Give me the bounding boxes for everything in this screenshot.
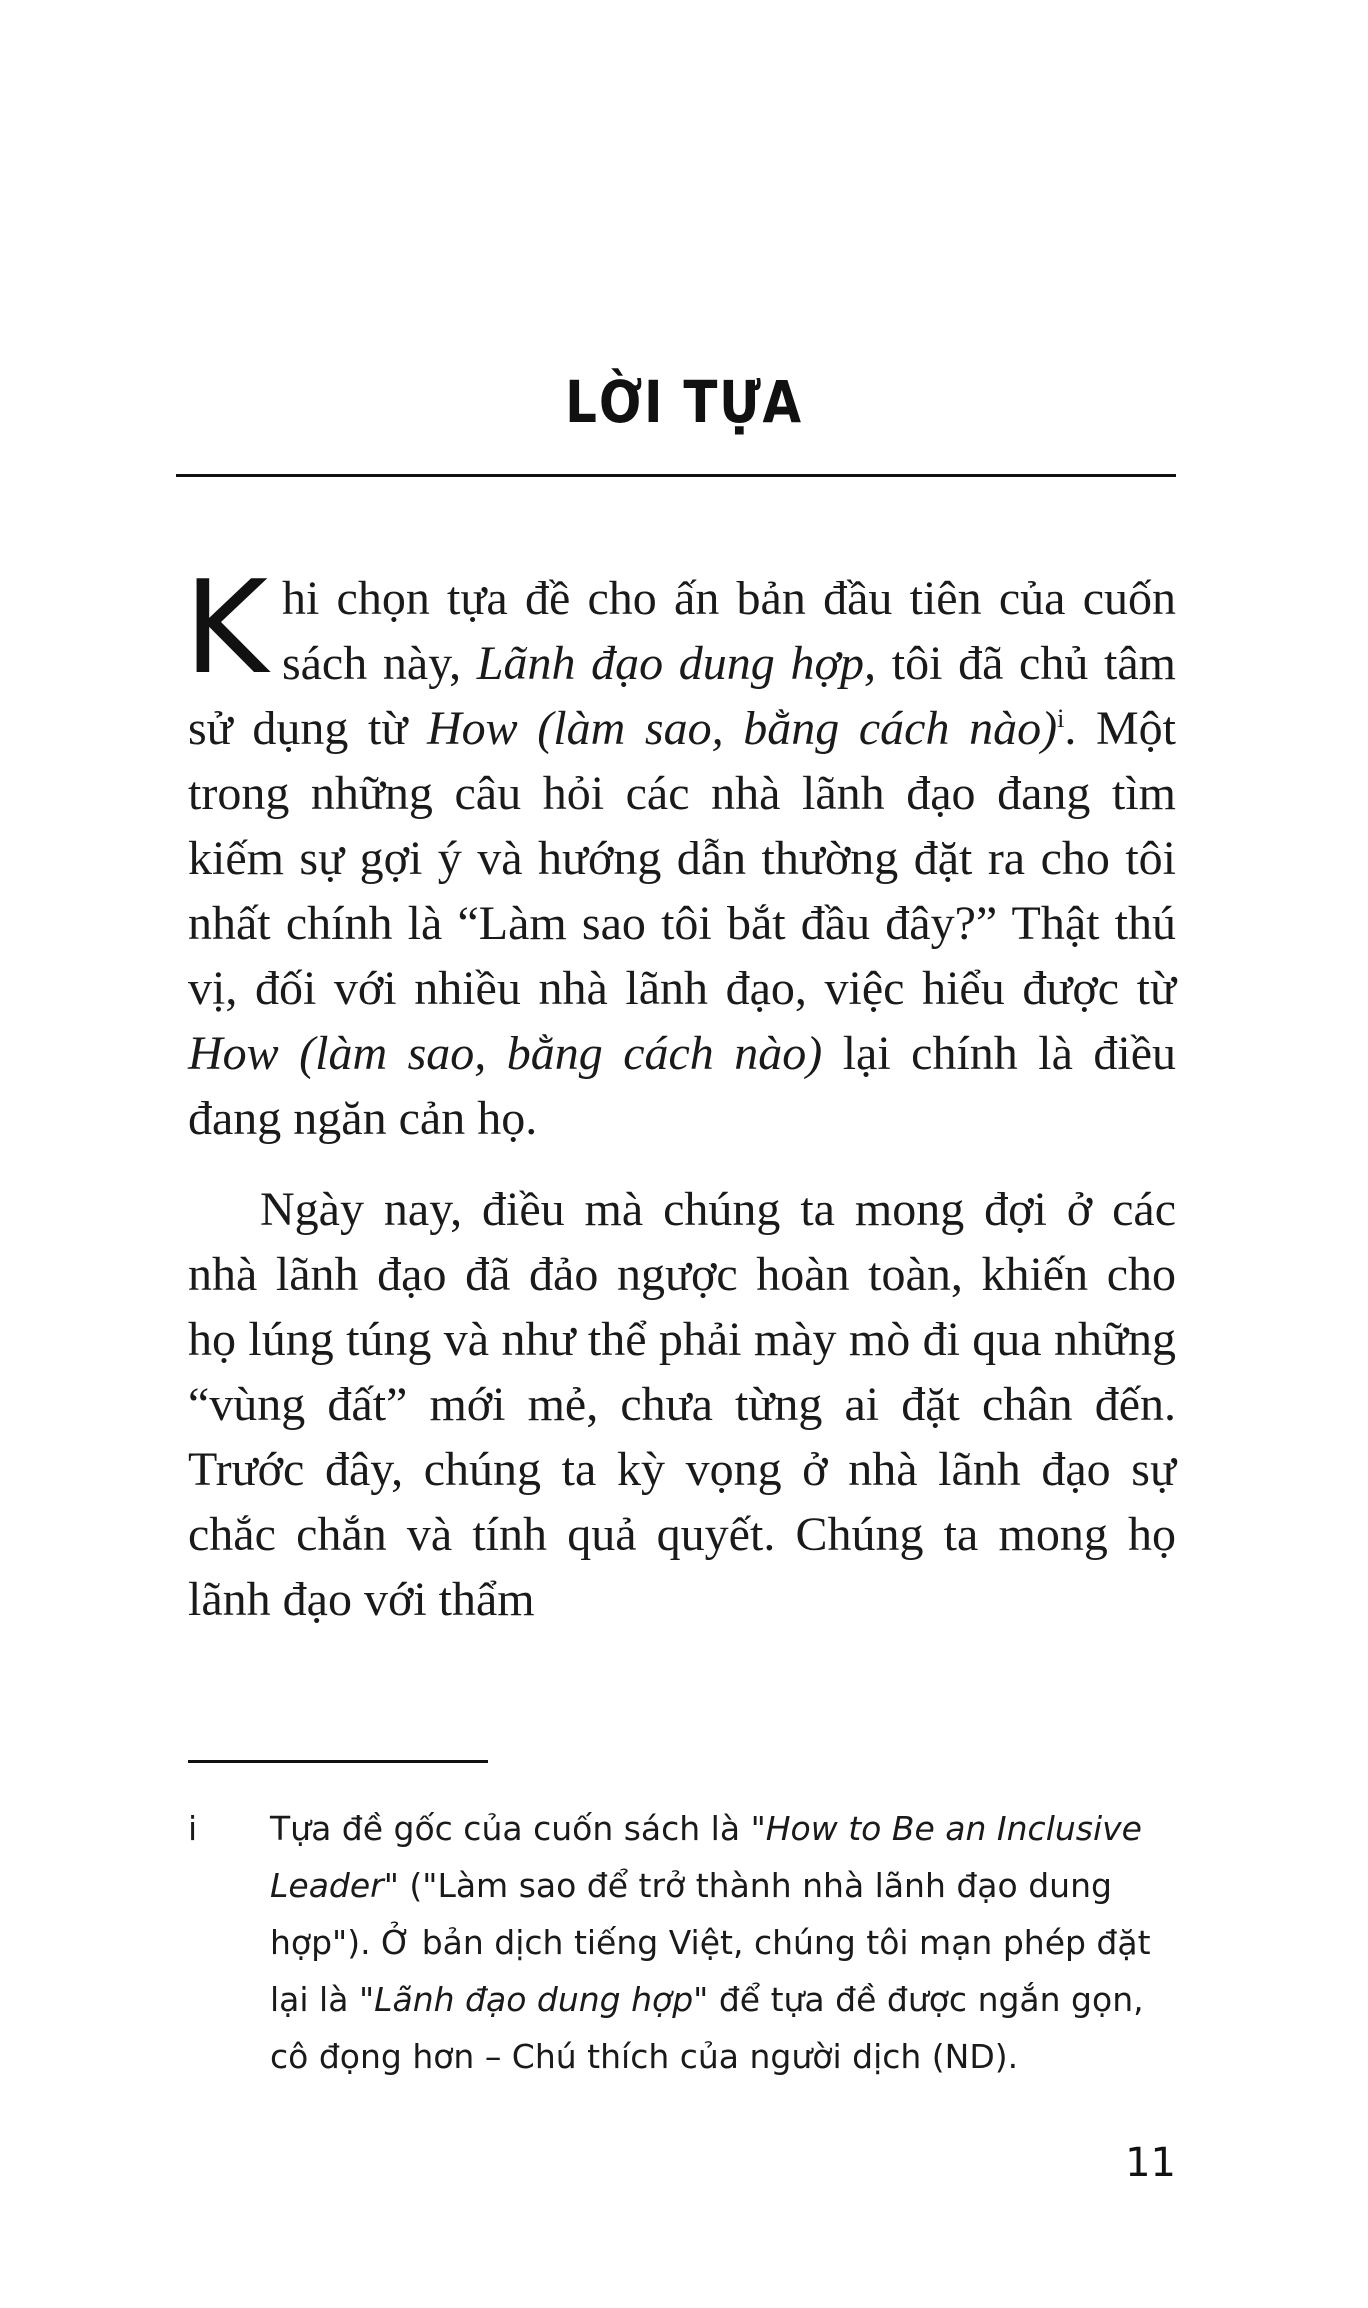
footnote-text-3: để tựa đề được ngắn gọn, cô đọng hơn – Chú thích của người dịch (ND). [270, 1980, 1144, 2076]
how-term-italic: How (làm sao, bằng cách nào) [426, 702, 1058, 755]
footnote-text-1: Tựa đề gốc của cuốn sách là [270, 1809, 751, 1848]
paragraph-2: Ngày nay, điều mà chúng ta mong đợi ở các nhà lãnh đạo đã đảo ngược hoàn toàn, khiến cho họ lúng túng và như thể phải mày mò đi qua những “vùng đất” mới mẻ, chưa từng ai đặt chân đến. Trước đây, chúng ta kỳ vọng ở nhà lãnh đạo sự chắc chắn và tính quả quyết. Chúng ta mong họ lãnh đạo với thẩm [188, 1183, 1176, 1626]
footnote-text [270, 1800, 1176, 2085]
footnote [188, 1800, 1176, 2085]
main-text [184, 554, 1176, 1632]
page-number: 11 [1125, 2140, 1176, 2186]
paragraph-1-text-1: hi chọn tựa đề cho ấn bản đầu tiên của cuốn sách này, [281, 572, 1176, 690]
book-title-italic: Lãnh đạo dung hợp, [476, 637, 877, 690]
title-divider [176, 474, 1176, 477]
footnote-text-2: ("Làm sao để trở thành nhà lãnh đạo dung hợp"). Ở bản dịch tiếng Việt, chúng tôi mạn phép đặt lại là [270, 1866, 1151, 2019]
drop-cap: K [184, 554, 268, 703]
how-term-italic-2: How (làm sao, bằng cách nào) [188, 1027, 823, 1080]
paragraph-1-text-3: . Một trong những câu hỏi các nhà lãnh đạo đang tìm kiếm sự gợi ý và hướng dẫn thường đặt ra cho tôi nhất chính là “Làm sao tôi bắt đầu đây?” Thật thú vị, đối với nhiều nhà lãnh đạo, việc hiểu được từ [188, 702, 1176, 1015]
footnote-reference: i [1057, 704, 1065, 733]
vietnamese-title-italic: "Lãnh đạo dung hợp" [358, 1980, 709, 2019]
footnote-divider [188, 1760, 488, 1763]
original-title-italic: "How to Be an Inclusive Leader" [270, 1809, 1142, 1905]
paragraph-1-text-2: tôi đã chủ tâm sử dụng từ [188, 637, 1176, 755]
paragraph-1-text-4: lại chính là điều đang ngăn cản họ. [188, 1027, 1176, 1145]
footnote-marker: i [188, 1809, 198, 1848]
paragraph-1 [184, 554, 1176, 1151]
page-title: LỜI TỰA [565, 368, 803, 436]
